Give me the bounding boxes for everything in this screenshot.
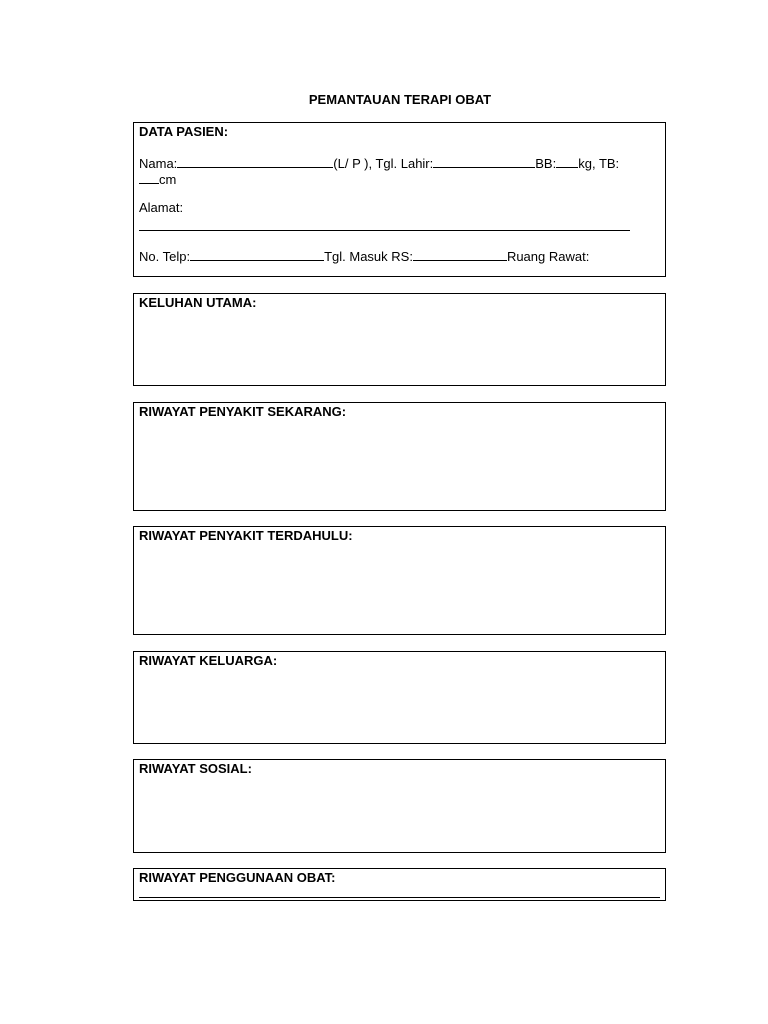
riwayat-keluarga-heading: RIWAYAT KELUARGA:: [139, 653, 278, 668]
kg-tb-label: kg, TB:: [578, 156, 620, 171]
riwayat-sosial-heading: RIWAYAT SOSIAL:: [139, 761, 252, 776]
cm-label: cm: [159, 172, 177, 187]
alamat-field[interactable]: [139, 230, 630, 231]
tgl-lahir-field[interactable]: [433, 154, 535, 168]
data-pasien-heading: DATA PASIEN:: [139, 124, 229, 139]
telp-field[interactable]: [190, 247, 324, 261]
riwayat-sosial-box[interactable]: [133, 759, 666, 853]
bb-field[interactable]: [556, 154, 578, 168]
tgl-masuk-field[interactable]: [413, 247, 507, 261]
riwayat-sekarang-heading: RIWAYAT PENYAKIT SEKARANG:: [139, 404, 347, 419]
riwayat-sekarang-box[interactable]: [133, 402, 666, 511]
telp-label: No. Telp:: [139, 249, 191, 264]
bb-label: BB:: [535, 156, 557, 171]
lp-tgl-lahir-label: (L/ P ), Tgl. Lahir:: [333, 156, 434, 171]
nama-field[interactable]: [177, 154, 333, 168]
cm-row: [139, 170, 176, 187]
riwayat-terdahulu-heading: RIWAYAT PENYAKIT TERDAHULU:: [139, 528, 353, 543]
riwayat-keluarga-box[interactable]: [133, 651, 666, 744]
riwayat-terdahulu-box[interactable]: [133, 526, 666, 635]
nama-row: [139, 154, 619, 171]
page-title: PEMANTAUAN TERAPI OBAT: [308, 92, 492, 107]
data-pasien-box: [133, 122, 666, 277]
alamat-label: Alamat:: [139, 200, 184, 215]
riwayat-obat-heading: RIWAYAT PENGGUNAAN OBAT:: [139, 870, 336, 885]
keluhan-utama-heading: KELUHAN UTAMA:: [139, 295, 257, 310]
riwayat-obat-box[interactable]: [133, 868, 666, 901]
keluhan-utama-box[interactable]: [133, 293, 666, 386]
ruang-rawat-label: Ruang Rawat:: [506, 249, 590, 264]
tgl-masuk-label: Tgl. Masuk RS:: [324, 249, 413, 264]
riwayat-obat-line: [139, 897, 660, 898]
telp-row: [139, 247, 589, 264]
nama-label: Nama:: [139, 156, 178, 171]
tb-field[interactable]: [139, 170, 159, 184]
